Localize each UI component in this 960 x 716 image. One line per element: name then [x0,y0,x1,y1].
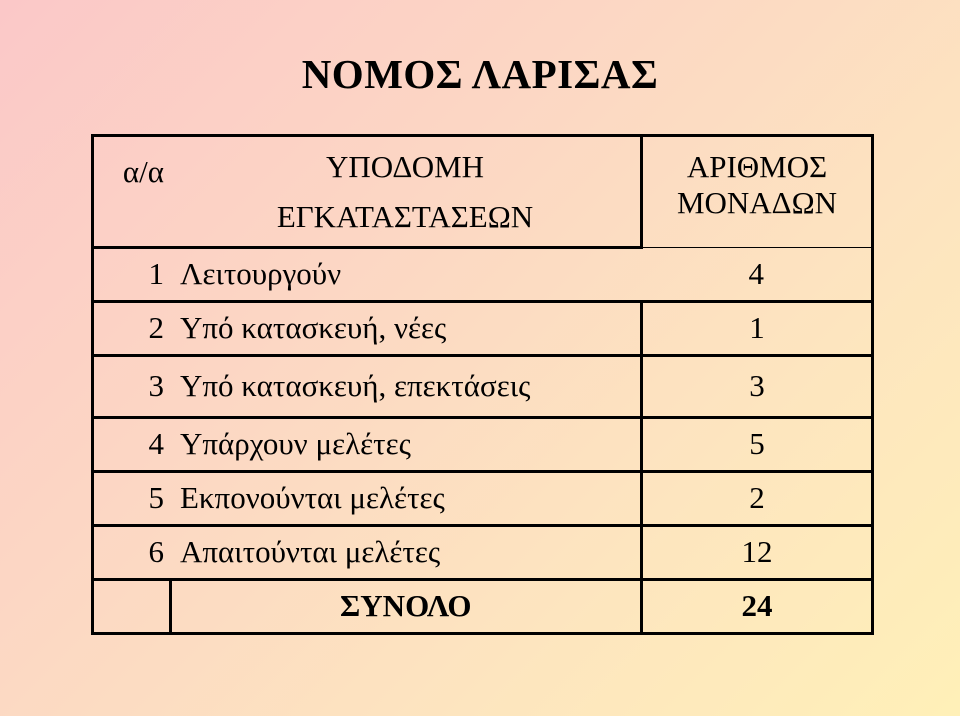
row-number: 6 [93,526,171,580]
row-number: 3 [93,356,171,418]
row-description: Απαιτούνται μελέτες [170,526,642,580]
row-number: 2 [93,302,171,356]
row-count: 4 [642,248,873,302]
table-row [93,472,873,526]
header-description [170,136,642,248]
installations-table [91,134,874,635]
header-number: α/α [93,136,171,248]
row-count: 1 [642,302,873,356]
total-label: ΣΥΝΟΛΟ [170,580,642,634]
total-count: 24 [642,580,873,634]
row-number: 5 [93,472,171,526]
row-count: 12 [642,526,873,580]
table-row [93,356,873,418]
header-count-line2: ΜΟΝΑΔΩΝ [676,184,838,220]
row-number: 4 [93,418,171,472]
row-description: Λειτουργούν [170,248,642,302]
header-count [642,136,873,248]
header-description-line1: ΥΠΟΔΟΜΗ [325,149,485,184]
header-description-line2: ΕΓΚΑΤΑΣΤΑΣΕΩΝ [276,198,534,234]
row-description: Εκπονούνται μελέτες [170,472,642,526]
row-count: 3 [642,356,873,418]
row-count: 5 [642,418,873,472]
row-count: 2 [642,472,873,526]
table-total-row [93,580,873,634]
table-row [93,526,873,580]
table-row [93,418,873,472]
row-description: Υπό κατασκευή, νέες [170,302,642,356]
row-description: Υπάρχουν μελέτες [170,418,642,472]
page-title: ΝΟΜΟΣ ΛΑΡΙΣΑΣ [301,51,659,97]
header-count-line1: ΑΡΙΘΜΟΣ [686,149,828,184]
table-header-row [93,136,873,248]
total-number-empty [93,580,171,634]
table-row [93,302,873,356]
table-row [93,248,873,302]
row-description: Υπό κατασκευή, επεκτάσεις [170,356,642,418]
row-number: 1 [93,248,171,302]
